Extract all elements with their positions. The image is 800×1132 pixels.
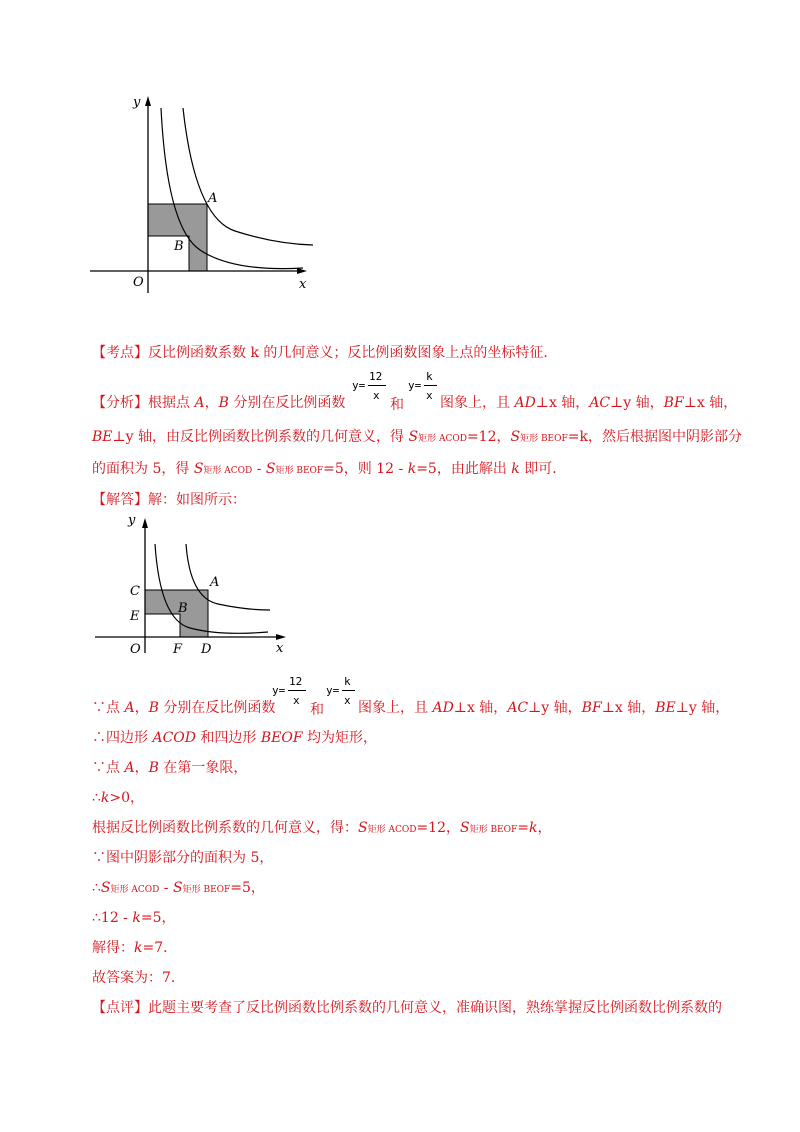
fenxi-line-1 (92, 394, 345, 412)
sol-line-3 (92, 759, 247, 777)
fraction-12-over-x (352, 370, 392, 408)
sol-text: ∴四边形 (92, 730, 153, 746)
label-y: y (133, 95, 141, 110)
fraction-k-over-x-sol (326, 675, 358, 713)
seg-be: BE (655, 700, 676, 716)
sub-beof: 矩形 BEOF (182, 885, 231, 895)
minus: - (252, 461, 266, 477)
seg-ad: AD (514, 395, 536, 411)
sub-beof: 矩形 BEOF (469, 825, 518, 835)
label-b: B (178, 601, 188, 616)
sol-line-1b (358, 699, 729, 717)
eq-12: =12， (466, 429, 511, 445)
label-o: O (133, 275, 144, 290)
symbol-s: S (408, 429, 419, 445)
quad-beof: BEOF (260, 730, 303, 746)
fenxi-text: 图象上，且 (440, 395, 515, 411)
sub-acod: 矩形 ACOD (203, 466, 253, 476)
sol-text: ∵点 (92, 700, 125, 716)
denominator-x: x (293, 694, 300, 707)
label-o: O (130, 642, 141, 657)
seg-ac: AC (507, 700, 529, 716)
kaodian-tag: 【考点】 (92, 345, 148, 361)
fenxi-text: 的面积为 5，得 (92, 461, 194, 477)
label-x: x (276, 641, 284, 656)
fenxi-text: =5，由此解出 (416, 461, 512, 477)
sol-line-10 (92, 969, 185, 987)
sol-text: 分别在反比例函数 (158, 700, 276, 716)
kaodian-text: 反比例函数系数 k 的几何意义；反比例函数图象上点的坐标特征． (148, 345, 558, 361)
numerator-12: 12 (289, 675, 303, 688)
symbol-s: S (173, 880, 183, 896)
sol-line-9 (92, 939, 177, 957)
sub-acod: 矩形 ACOD (110, 885, 160, 895)
fenxi-text: 分别在反比例函数 (228, 395, 346, 411)
sol-text: ∵图中阴影部分的面积为 5， (92, 850, 274, 866)
jieda-text: 解：如图所示： (148, 492, 246, 508)
fenxi-tag: 【分析】 (92, 395, 148, 411)
y-eq: y= (326, 684, 340, 697)
sol-text: 在第一象限， (158, 760, 248, 776)
point-b: B (148, 760, 159, 776)
fenxi-text: ⊥y 轴，由反比例函数比例系数的几何意义，得 (112, 429, 409, 445)
fraction-k-over-x (408, 370, 440, 408)
perp-x: ⊥x 轴， (535, 395, 590, 411)
label-c: C (130, 584, 140, 599)
numerator-k: k (344, 675, 351, 688)
sol-line-5 (92, 819, 551, 839)
label-y: y (128, 513, 136, 528)
kaodian-line (92, 344, 557, 362)
fenxi-text: 根据点 (148, 395, 195, 411)
sol-text: 图象上，且 (358, 700, 433, 716)
denominator-x: x (373, 389, 380, 402)
figure-2 (90, 508, 300, 658)
sol-text: >0， (109, 790, 145, 806)
point-a: A (124, 760, 135, 776)
perp-x: ⊥x 轴， (453, 700, 508, 716)
fraction-12-over-x-sol (272, 675, 312, 713)
word-he: 和 (390, 397, 404, 413)
seg-bf: BF (581, 700, 602, 716)
sol-line-8 (92, 909, 175, 927)
seg-bf: BF (663, 395, 684, 411)
sol-text: ∴12 - (92, 910, 133, 926)
sub-acod: 矩形 ACOD (418, 434, 467, 444)
perp-y: ⊥y 轴， (528, 700, 582, 716)
numerator-k: k (426, 370, 433, 383)
symbol-s: S (193, 461, 204, 477)
sub-beof: 矩形 BEOF (275, 466, 324, 476)
minus: - (159, 880, 173, 896)
dianping-text: 此题主要考查了反比例函数比例系数的几何意义，准确识图，熟练掌握反比例函数比例系数的 (148, 1000, 722, 1016)
sol-line-6 (92, 849, 273, 867)
sol-line-4 (92, 789, 144, 807)
symbol-k: k (511, 461, 520, 477)
symbol-k: k (528, 820, 538, 836)
y-eq: y= (352, 379, 366, 392)
sol-text: ∴ (92, 880, 101, 896)
comma: ， (134, 760, 149, 776)
label-x: x (299, 277, 307, 292)
sol-text: =7． (142, 940, 178, 956)
denominator-x: x (344, 694, 351, 707)
sol-line-1 (92, 699, 275, 717)
label-a: A (210, 575, 220, 590)
sol-text: =12， (416, 820, 460, 836)
label-f: F (173, 642, 183, 657)
sol-line-7 (92, 879, 265, 899)
comma: ， (537, 820, 552, 836)
sol-text: ∴ (92, 790, 101, 806)
jieda-line (92, 491, 246, 509)
seg-be: BE (92, 429, 113, 445)
symbol-s: S (510, 429, 521, 445)
symbol-k: k (407, 461, 417, 477)
fenxi-text: 即可． (519, 461, 567, 477)
label-b: B (174, 239, 184, 254)
sub-acod: 矩形 ACOD (367, 825, 417, 835)
perp-x: ⊥x 轴， (683, 395, 738, 411)
numerator-12: 12 (369, 370, 383, 383)
seg-ad: AD (432, 700, 454, 716)
comma: ， (204, 395, 219, 411)
symbol-s: S (100, 880, 111, 896)
y-eq: y= (272, 684, 286, 697)
symbol-s: S (459, 820, 470, 836)
sol-text: = (517, 820, 529, 836)
word-he: 和 (310, 702, 324, 718)
point-a: A (194, 395, 205, 411)
sol-text: =5， (230, 880, 265, 896)
figure-1 (85, 88, 325, 298)
sol-text: 解得： (92, 940, 134, 956)
sol-text: 根据反比例函数比例系数的几何意义，得： (92, 820, 358, 836)
sol-text: =5， (140, 910, 176, 926)
comma: ， (134, 700, 149, 716)
fenxi-text: =5，则 12 - (323, 461, 408, 477)
label-d: D (201, 642, 212, 657)
symbol-s: S (265, 461, 276, 477)
fenxi-line-2 (92, 428, 742, 448)
seg-ac: AC (589, 395, 611, 411)
sol-line-2 (92, 729, 377, 747)
symbol-k: k (132, 910, 141, 926)
symbol-s: S (358, 820, 368, 836)
perp-y: ⊥y 轴， (610, 395, 664, 411)
quad-acod: ACOD (152, 730, 196, 746)
sol-text: 故答案为：7． (92, 970, 185, 986)
point-a: A (124, 700, 135, 716)
symbol-k: k (100, 790, 110, 806)
y-eq: y= (408, 379, 422, 392)
sub-beof: 矩形 BEOF (520, 434, 568, 444)
perp-x: ⊥x 轴， (601, 700, 656, 716)
sol-text: 均为矩形， (302, 730, 378, 746)
denominator-x: x (426, 389, 433, 402)
label-a: A (208, 191, 218, 206)
fenxi-text: =k，然后根据图中阴影部分 (567, 429, 742, 445)
fenxi-line-1b (440, 394, 737, 412)
dianping-tag: 【点评】 (92, 1000, 148, 1016)
jieda-tag: 【解答】 (92, 492, 148, 508)
sol-text: ∵点 (92, 760, 125, 776)
symbol-k: k (134, 940, 143, 956)
point-b: B (148, 700, 159, 716)
label-e: E (130, 609, 140, 624)
fenxi-line-3 (92, 460, 566, 480)
dianping-line (92, 999, 722, 1017)
sol-text: 和四边形 (195, 730, 261, 746)
perp-y: ⊥y 轴， (675, 700, 730, 716)
point-b: B (218, 395, 229, 411)
